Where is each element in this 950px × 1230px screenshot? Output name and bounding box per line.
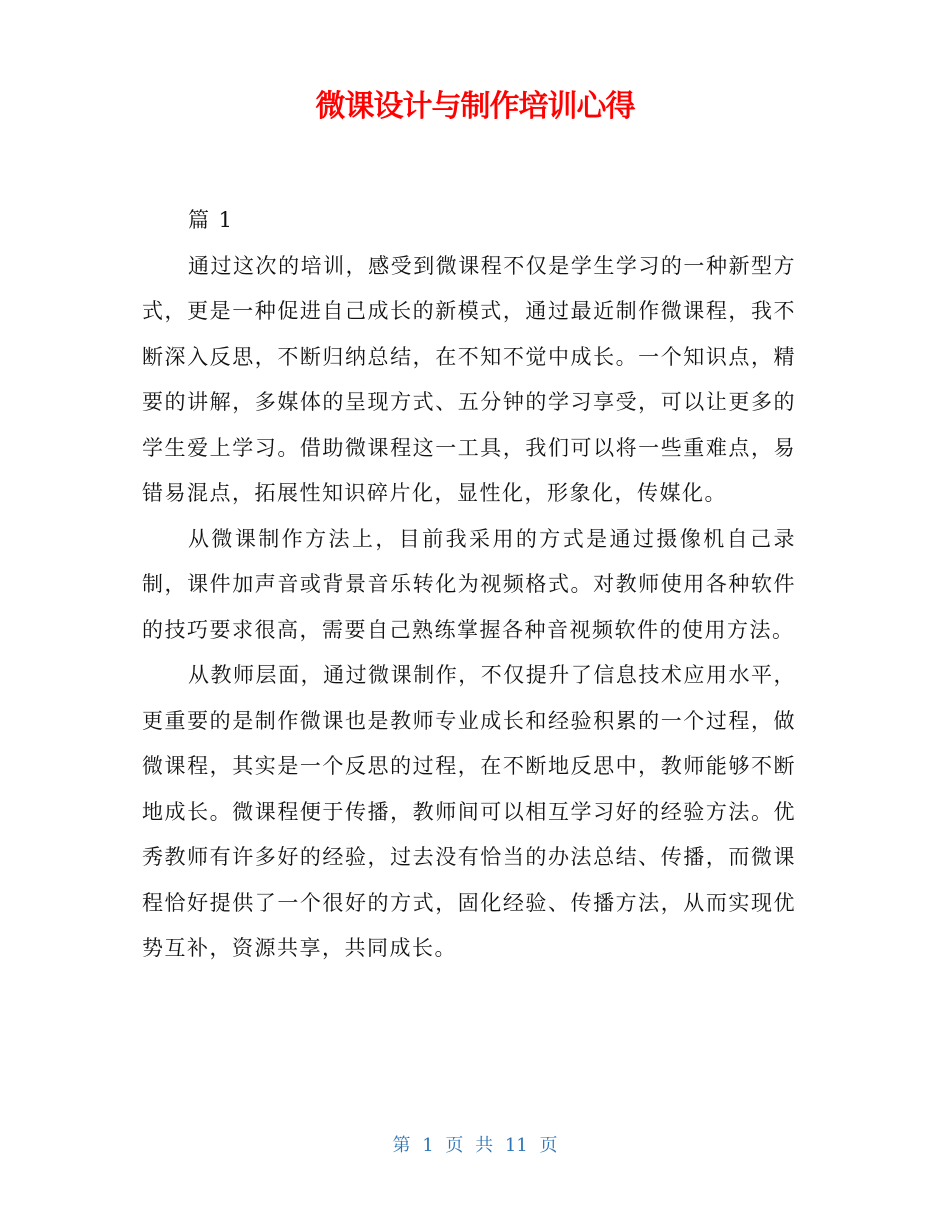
paragraph-1: 通过这次的培训，感受到微课程不仅是学生学习的一种新型方式，更是一种促进自己成长的新模式，通过最近制作微课程，我不断深入反思，不断归纳总结，在不知不觉中成长。一个知识点，精要的讲解，多媒体的呈现方式、五分钟的学习享受，可以让更多的学生爱上学习。借助微课程这一工具，我们可以将一些重难点，易错易混点，拓展性知识碎片化，显性化，形象化，传媒化。	[142, 253, 796, 505]
paragraph-2: 从微课制作方法上，目前我采用的方式是通过摄像机自己录制，课件加声音或背景音乐转化为视频格式。对教师使用各种软件的技巧要求很高，需要自己熟练掌握各种音视频软件的使用方法。	[142, 526, 796, 642]
document-body	[142, 198, 796, 972]
paragraph-3: 从教师层面，通过微课制作，不仅提升了信息技术应用水平，更重要的是制作微课也是教师专业成长和经验积累的一个过程，做微课程，其实是一个反思的过程，在不断地反思中，教师能够不断地成长。微课程便于传播，教师间可以相互学习好的经验方法。优秀教师有许多好的经验，过去没有恰当的办法总结、传播，而微课程恰好提供了一个很好的方式，固化经验、传播方法，从而实现优势互补，资源共享，共同成长。	[142, 663, 796, 960]
page-footer: 第 1 页 共 11 页	[392, 1135, 558, 1156]
document-title: 微课设计与制作培训心得	[315, 89, 635, 124]
section-label: 篇 1	[188, 208, 234, 232]
